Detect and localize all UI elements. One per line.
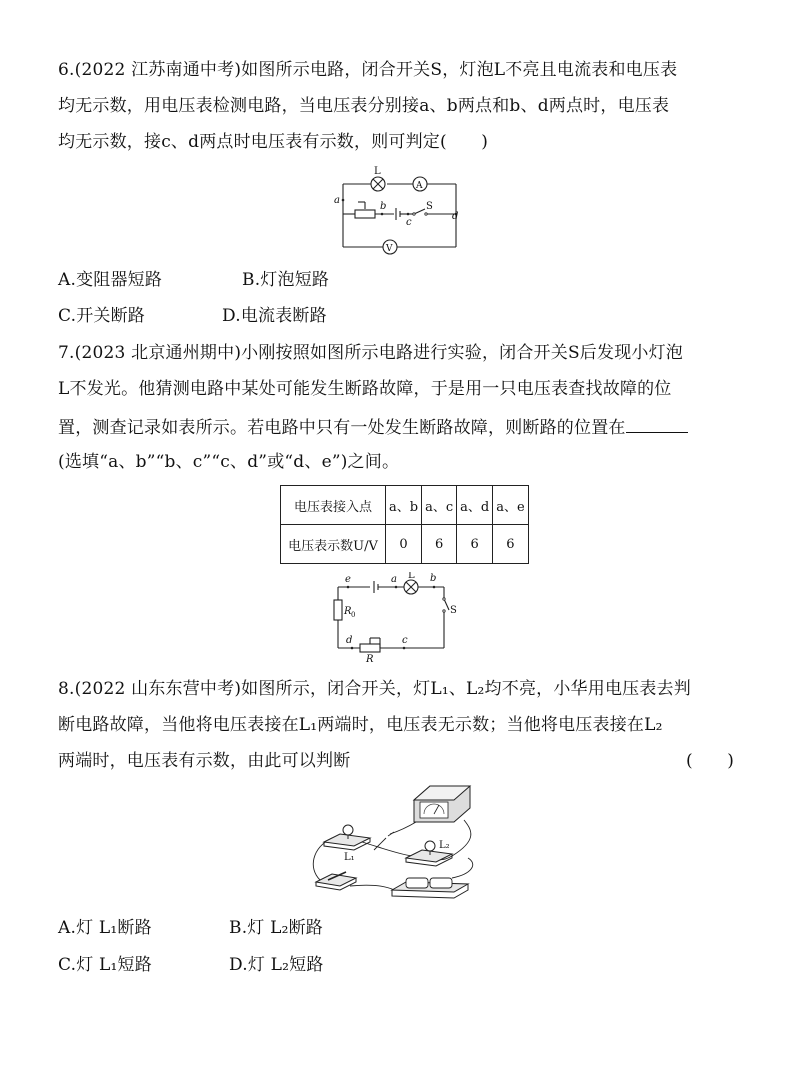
q8-line-1: 8.(2022 山东东营中考)如图所示，闭合开关，灯L₁、L₂均不亮，小华用电压表去判 — [58, 679, 691, 699]
q7-label-l: L — [408, 572, 415, 581]
q7-label-d: d — [346, 635, 353, 646]
q8-line-3: 两端时，电压表有示数，由此可以判断 — [58, 751, 351, 771]
switch-icon — [316, 872, 356, 890]
q8-line-2: 断电路故障，当他将电压表接在L₁两端时，电压表无示数；当他将电压表接在L₂ — [58, 715, 663, 735]
q8-option-d[interactable]: D.灯 L₂短路 — [229, 955, 324, 975]
q8-physical-circuit-illustration — [302, 778, 486, 906]
table-row — [281, 486, 529, 525]
q7-line-1: 7.(2023 北京通州期中)小刚按照如图所示电路进行实验，闭合开关S后发现小灯泡 — [58, 343, 683, 363]
q6-label-s: S — [426, 201, 433, 212]
q7-line-2: L不发光。他猜测电路中某处可能发生断路故障，于是用一只电压表查找故障的位 — [58, 379, 672, 399]
q7-label-c: c — [402, 635, 408, 646]
q7-circuit-diagram — [324, 572, 464, 664]
voltmeter-device-icon — [414, 786, 470, 822]
q6-option-c[interactable]: C.开关断路 — [58, 306, 146, 326]
q7-label-r: R — [366, 654, 374, 664]
table-cell: 0 — [386, 525, 422, 564]
q7-line-4: (选填“a、b”“b、c”“c、d”或“d、e”)之间。 — [58, 452, 400, 472]
q8-label-l2: L₂ — [439, 840, 450, 851]
q6-option-a[interactable]: A.变阻器短路 — [58, 270, 163, 290]
q7-line-3-text: 置，测查记录如表所示。若电路中只有一处发生断路故障，则断路的位置在 — [58, 418, 626, 438]
q6-label-a: a — [334, 195, 340, 206]
table-cell: 6 — [457, 525, 493, 564]
q7-lamp-symbol — [404, 580, 418, 594]
q6-lamp-symbol — [371, 177, 385, 191]
q6-option-b[interactable]: B.灯泡短路 — [242, 270, 330, 290]
q7-label-a: a — [391, 574, 397, 585]
q7-label-e: e — [345, 574, 351, 585]
table-cell: 6 — [493, 525, 528, 564]
q7-label-r0: R — [344, 606, 352, 617]
table-header-cell: 电压表接入点 — [281, 486, 386, 525]
q6-label-c: c — [406, 217, 412, 228]
q7-label-b: b — [430, 573, 437, 584]
q6-line-3: 均无示数，接c、d两点时电压表有示数，则可判定( ) — [58, 132, 489, 152]
q6-label-a-meter: A — [416, 181, 423, 191]
q6-label-d: d — [452, 211, 459, 222]
battery-holder-icon — [392, 878, 468, 898]
table-cell: 6 — [422, 525, 457, 564]
q6-label-b: b — [380, 201, 387, 212]
q7-label-s: S — [450, 605, 457, 616]
q8-option-c[interactable]: C.灯 L₁短路 — [58, 955, 152, 975]
table-cell: a、d — [457, 486, 493, 525]
q7-record-table — [280, 485, 529, 564]
q6-line-2: 均无示数，用电压表检测电路，当电压表分别接a、b两点和b、d两点时，电压表 — [58, 96, 670, 116]
q6-label-l: L — [374, 166, 381, 177]
table-row — [281, 525, 529, 564]
q7-answer-blank[interactable] — [626, 416, 688, 433]
table-cell: a、c — [422, 486, 457, 525]
q6-option-d[interactable]: D.电流表断路 — [222, 306, 327, 326]
q8-answer-paren[interactable]: ( ) — [686, 751, 735, 771]
q8-option-b[interactable]: B.灯 L₂断路 — [229, 918, 324, 938]
table-header-cell: 电压表示数U/V — [281, 525, 386, 564]
q6-label-v-meter: V — [386, 244, 393, 254]
q6-circuit-diagram — [328, 162, 468, 262]
q8-label-l1: L₁ — [344, 852, 355, 863]
q8-option-a[interactable]: A.灯 L₁断路 — [58, 918, 152, 938]
q7-line-3 — [58, 416, 688, 438]
table-cell: a、b — [386, 486, 422, 525]
table-cell: a、e — [493, 486, 528, 525]
q6-line-1: 6.(2022 江苏南通中考)如图所示电路，闭合开关S，灯泡L不亮且电流表和电压表 — [58, 60, 678, 80]
lamp-l1-icon — [324, 825, 370, 850]
q7-label-r0-sub: 0 — [351, 611, 356, 619]
